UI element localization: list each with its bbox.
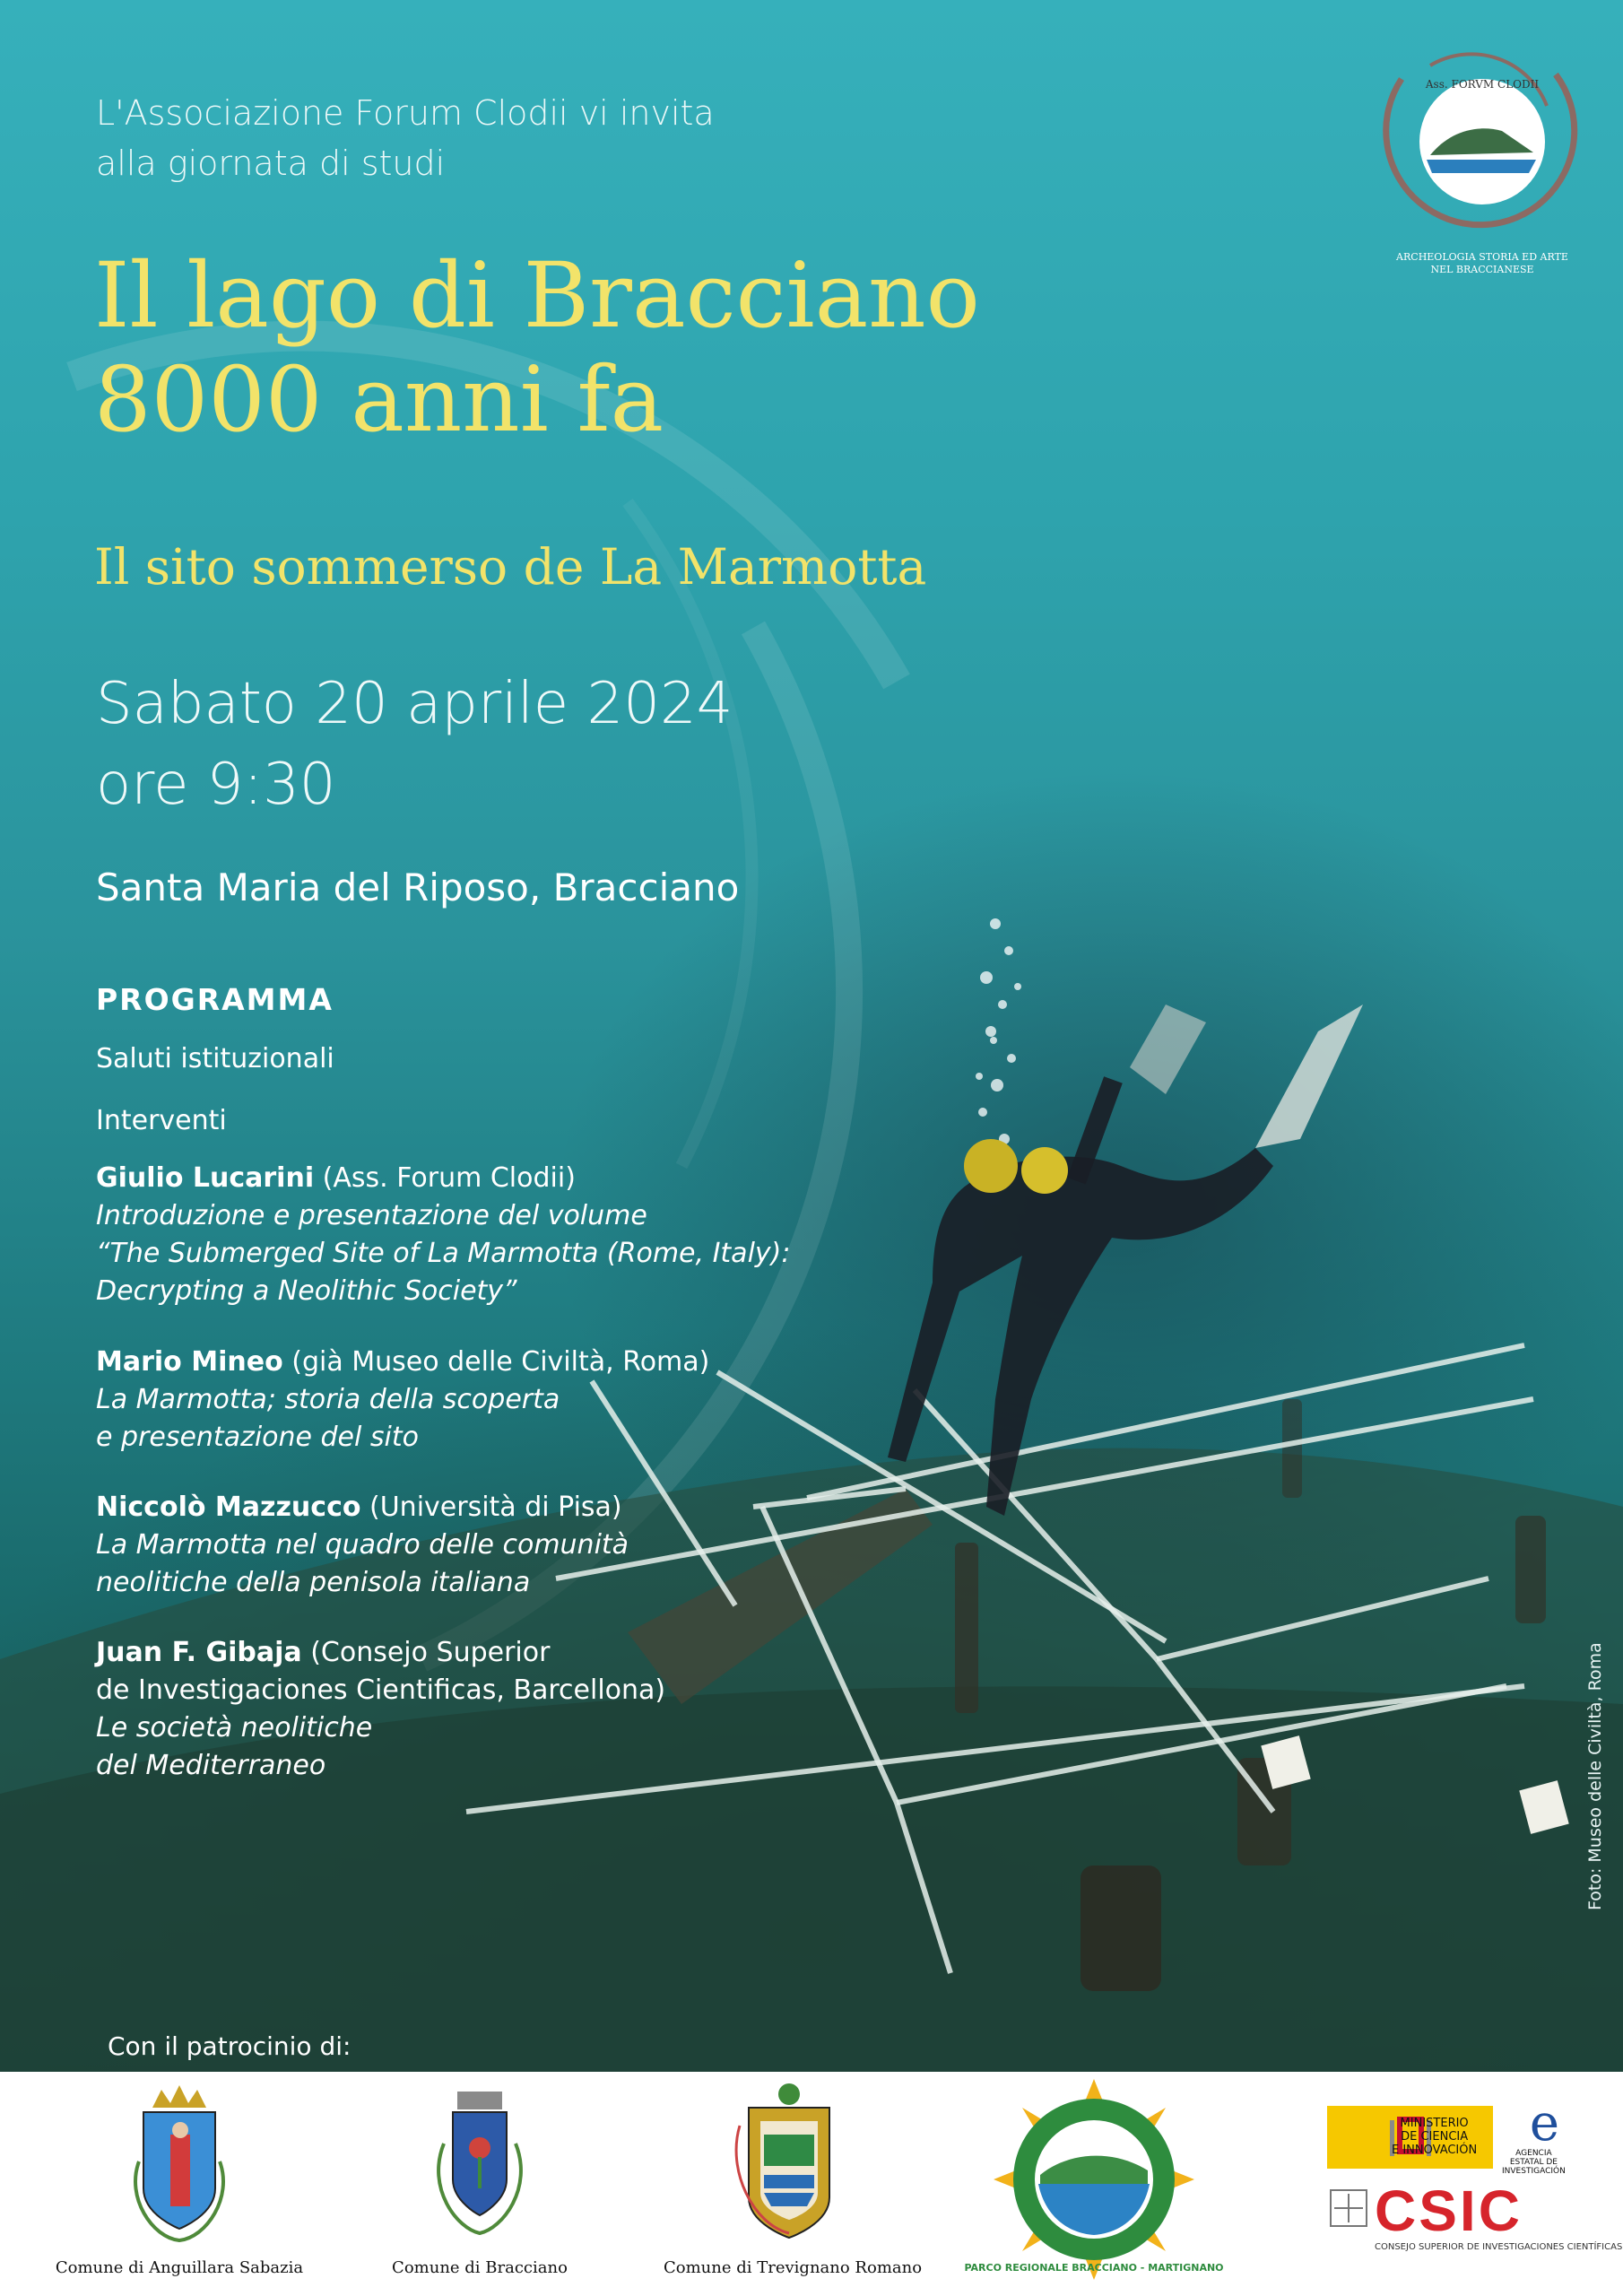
speaker-affiliation: (Università di Pisa)	[369, 1492, 622, 1523]
anguillara-crest-icon	[54, 2072, 305, 2251]
sponsor-parco	[964, 2072, 1224, 2296]
talk-topic-line: Introduzione e presentazione del volume	[96, 1200, 647, 1231]
forum-clodii-logo	[1367, 34, 1587, 294]
programma-heading: PROGRAMMA	[96, 982, 334, 1017]
agencia-badge	[1502, 2094, 1587, 2179]
agencia-e-logo: e	[1529, 2094, 1560, 2152]
talk-topic-line: e presentazione del sito	[96, 1422, 419, 1453]
svg-text:ARCHEOLOGIA STORIA ED ARTE: ARCHEOLOGIA STORIA ED ARTE	[1396, 251, 1568, 263]
svg-text:Ass. FORVM CLODII: Ass. FORVM CLODII	[1425, 78, 1540, 91]
event-date	[96, 664, 733, 825]
agencia-line: INVESTIGACIÓN	[1502, 2167, 1566, 2176]
sponsor-footer	[0, 2072, 1623, 2296]
agencia-line: AGENCIA	[1515, 2149, 1552, 2158]
intro-line-2: alla giornata di studi	[96, 144, 446, 183]
speaker-affiliation-2: de Investigaciones Cientificas, Barcellona)	[96, 1674, 666, 1706]
intro-text	[96, 88, 715, 188]
sponsor-trevignano	[664, 2072, 923, 2296]
talk-topic-line: “The Submerged Site of La Marmotta (Rome, Italy):	[96, 1238, 791, 1269]
intro-line-1: L'Associazione Forum Clodii vi invita	[96, 93, 715, 133]
speaker-name: Giulio Lucarini	[96, 1162, 315, 1194]
sponsor-caption: Comune di Trevignano Romano	[664, 2258, 923, 2277]
programma-interventi: Interventi	[96, 1105, 227, 1136]
sponsor-bracciano	[386, 2072, 574, 2296]
event-title	[94, 244, 980, 452]
speaker-name: Mario Mineo	[96, 1346, 283, 1378]
csic-emblem-icon	[1327, 2187, 1370, 2230]
trevignano-crest-icon	[664, 2072, 915, 2251]
speaker-name: Juan F. Gibaja	[96, 1637, 302, 1668]
sponsor-caption: Comune di Bracciano	[392, 2258, 568, 2277]
talk-item	[96, 1634, 665, 1785]
photo-credit: Foto: Museo delle Civiltà, Roma	[1585, 1642, 1605, 1910]
ministerio-line: E INNOVACIÓN	[1392, 2144, 1478, 2157]
talk-topic-line: Le società neolitiche	[96, 1712, 373, 1744]
time-line: ore 9:30	[96, 752, 336, 818]
speaker-affiliation: (già Museo delle Civiltà, Roma)	[291, 1346, 710, 1378]
sponsor-caption: Comune di Anguillara Sabazia	[55, 2258, 304, 2277]
csic-full-name: CONSEJO SUPERIOR DE INVESTIGACIONES CIENTÍFICAS	[1375, 2242, 1623, 2252]
talk-topic-line: neolitiche della penisola italiana	[96, 1567, 531, 1598]
parco-logo-icon	[964, 2072, 1224, 2287]
speaker-affiliation: (Consejo Superior	[310, 1637, 551, 1668]
talk-topic-line: del Mediterraneo	[96, 1750, 326, 1781]
talk-item	[96, 1344, 709, 1457]
csic-wordmark: CSIC	[1375, 2179, 1523, 2243]
talk-item	[96, 1489, 629, 1602]
svg-text:PARCO REGIONALE BRACCIANO - MA: PARCO REGIONALE BRACCIANO - MARTIGNANO	[964, 2262, 1224, 2274]
talk-item	[96, 1160, 790, 1310]
patronage-label: Con il patrocinio di:	[108, 2031, 352, 2061]
talk-topic-line: La Marmotta nel quadro delle comunità	[96, 1529, 629, 1561]
title-line-1: Il lago di Bracciano	[94, 243, 980, 348]
talk-topic-line: Decrypting a Neolithic Society”	[96, 1275, 517, 1307]
talk-topic-line: La Marmotta; storia della scoperta	[96, 1384, 560, 1415]
agencia-line: ESTATAL DE	[1509, 2158, 1558, 2167]
programma-saluti: Saluti istituzionali	[96, 1043, 334, 1074]
title-line-2: 8000 anni fa	[94, 347, 664, 452]
sponsor-anguillara	[54, 2072, 305, 2296]
ministerio-badge	[1327, 2106, 1493, 2169]
ministerio-line: MINISTERIO	[1400, 2117, 1469, 2130]
date-line: Sabato 20 aprile 2024	[96, 671, 733, 737]
event-venue: Santa Maria del Riposo, Bracciano	[96, 865, 740, 909]
bracciano-crest-icon	[386, 2072, 574, 2251]
sponsor-csic	[1323, 2072, 1623, 2296]
event-subtitle: Il sito sommerso de La Marmotta	[94, 538, 927, 596]
svg-text:NEL BRACCIANESE: NEL BRACCIANESE	[1430, 264, 1534, 275]
speaker-affiliation: (Ass. Forum Clodii)	[322, 1162, 576, 1194]
ministerio-line: DE CIENCIA	[1401, 2130, 1469, 2144]
speaker-name: Niccolò Mazzucco	[96, 1492, 361, 1523]
